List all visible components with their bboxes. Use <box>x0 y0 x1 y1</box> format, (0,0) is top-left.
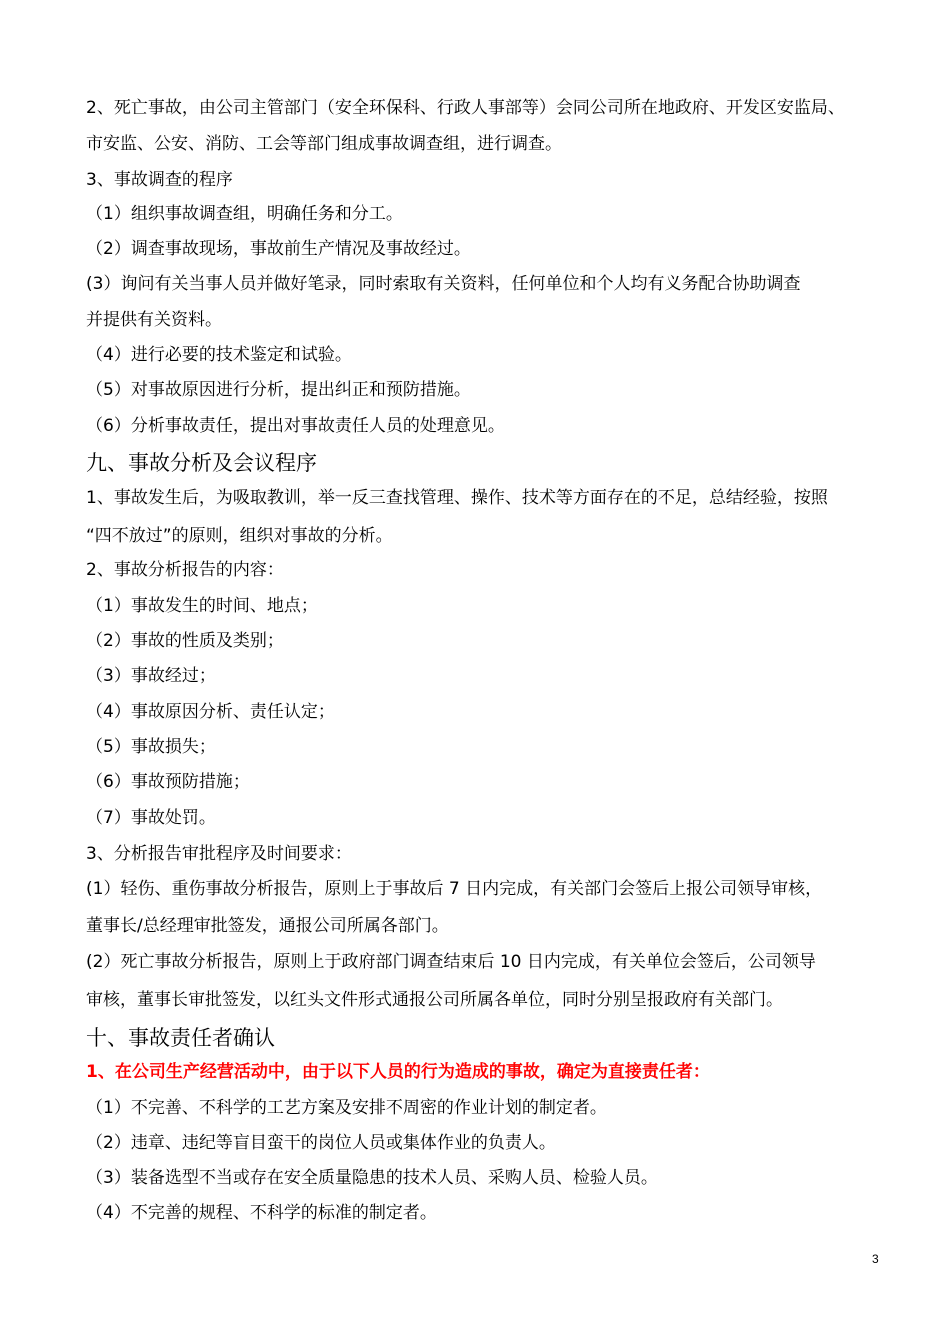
list-item-continuation: 并提供有关资料。 <box>86 310 222 330</box>
list-item: （2）违章、违纪等盲目蛮干的岗位人员或集体作业的负责人。 <box>86 1133 556 1153</box>
list-item: （4）进行必要的技术鉴定和试验。 <box>86 345 352 365</box>
list-item: (3）询问有关当事人员并做好笔录，同时索取有关资料，任何单位和个人均有义务配合协助调查 <box>86 274 801 294</box>
list-item: （4）不完善的规程、不科学的标准的制定者。 <box>86 1203 437 1223</box>
list-item: (1）轻伤、重伤事故分析报告，原则上于事故后 7 日内完成，有关部门会签后上报公司领导审核， <box>86 879 823 899</box>
list-item: （1）组织事故调查组，明确任务和分工。 <box>86 204 403 224</box>
list-item: （1）不完善、不科学的工艺方案及安排不周密的作业计划的制定者。 <box>86 1098 607 1118</box>
list-item: （2）调查事故现场，事故前生产情况及事故经过。 <box>86 239 471 259</box>
list-item-continuation: 审核，董事长审批签发，以红头文件形式通报公司所属各单位，同时分别呈报政府有关部门。 <box>86 990 783 1010</box>
subheading: 2、事故分析报告的内容： <box>86 560 284 580</box>
section-heading-9: 九、事故分析及会议程序 <box>86 451 317 475</box>
list-item: (2）死亡事故分析报告，原则上于政府部门调查结束后 10 日内完成，有关单位会签后，公司领导 <box>86 952 816 972</box>
subheading: 3、事故调查的程序 <box>86 170 233 190</box>
list-item: （7）事故处罚。 <box>86 808 216 828</box>
paragraph-line: “四不放过”的原则，组织对事故的分析。 <box>86 526 393 546</box>
emphasized-paragraph: 1、在公司生产经营活动中，由于以下人员的行为造成的事故，确定为直接责任者： <box>86 1062 710 1082</box>
list-item: （4）事故原因分析、责任认定； <box>86 702 335 722</box>
paragraph-line: 市安监、公安、消防、工会等部门组成事故调查组，进行调查。 <box>86 134 562 154</box>
list-item-continuation: 董事长/总经理审批签发，通报公司所属各部门。 <box>86 916 449 936</box>
subheading: 3、分析报告审批程序及时间要求： <box>86 844 352 864</box>
paragraph-line: 1、事故发生后，为吸取教训，举一反三查找管理、操作、技术等方面存在的不足，总结经验，按照 <box>86 488 828 508</box>
list-item: （1）事故发生的时间、地点； <box>86 596 318 616</box>
list-item: （5）事故损失； <box>86 737 216 757</box>
list-item: （6）事故预防措施； <box>86 772 250 792</box>
list-item: （6）分析事故责任，提出对事故责任人员的处理意见。 <box>86 416 505 436</box>
list-item: （5）对事故原因进行分析，提出纠正和预防措施。 <box>86 380 471 400</box>
list-item: （3）装备选型不当或存在安全质量隐患的技术人员、采购人员、检验人员。 <box>86 1168 658 1188</box>
list-item: （2）事故的性质及类别； <box>86 631 284 651</box>
page-number: 3 <box>872 1252 879 1266</box>
paragraph-line: 2、死亡事故，由公司主管部门（安全环保科、行政人事部等）会同公司所在地政府、开发区安监局、 <box>86 98 845 118</box>
section-heading-10: 十、事故责任者确认 <box>86 1026 275 1050</box>
list-item: （3）事故经过； <box>86 666 216 686</box>
